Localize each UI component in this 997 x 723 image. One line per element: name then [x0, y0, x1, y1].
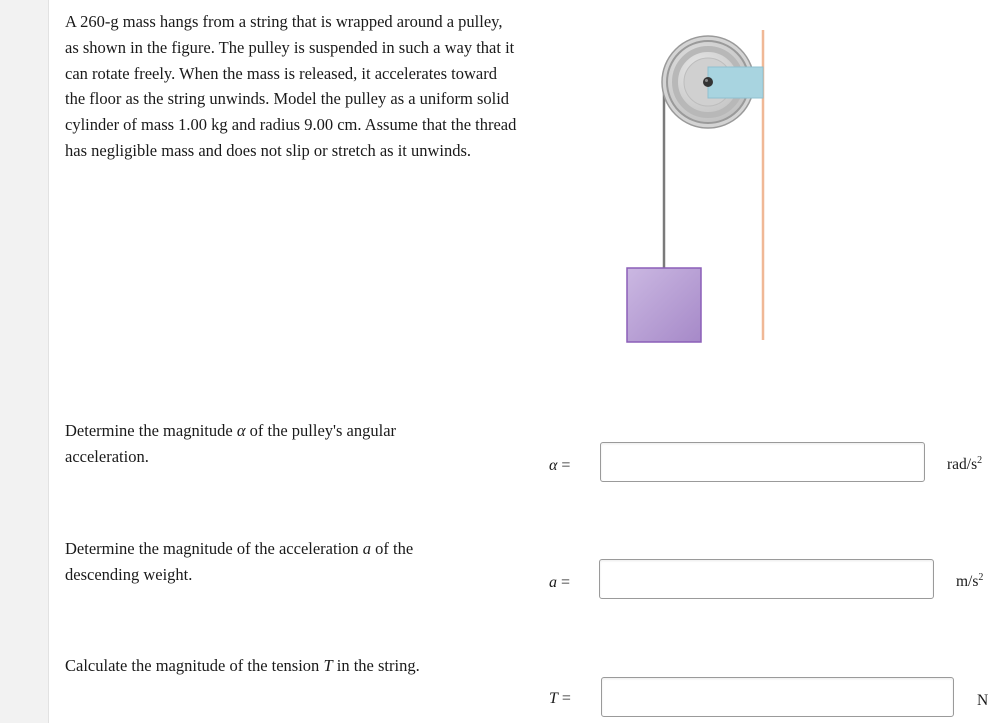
- problem-statement: A 260-g mass hangs from a string that is wrapped around a pulley, as shown in the figure. The pulley is suspended in such a way that it can rotate freely. When the mass is released, it accelerates toward the floor as the string unwinds. Model the pulley as a uniform solid cylinder of mass 1.00 kg and radius 9.00 cm. Assume that the thread has negligible mass and does not slip or stretch as it unwinds.: [65, 12, 517, 160]
- question-tension: Calculate the magnitude of the tension T in the string.: [65, 656, 420, 675]
- alpha-answer-input[interactable]: [600, 442, 925, 482]
- hanging-mass: [627, 268, 701, 342]
- alpha-unit: rad/$s^2$: [947, 455, 983, 474]
- t-unit: N: [977, 692, 989, 710]
- t-symbol: T: [323, 656, 333, 675]
- left-gutter: [0, 0, 49, 723]
- question-angular-acceleration: Determine the magnitude α of the pulley's angular acceleration.: [65, 421, 397, 466]
- a-answer-input[interactable]: [599, 559, 934, 599]
- question-linear-acceleration: Determine the magnitude of the acceleration a of the descending weight.: [65, 539, 414, 584]
- t-label: T =: [549, 690, 571, 707]
- t-answer-input[interactable]: [601, 677, 954, 717]
- a-label: a =: [549, 574, 571, 591]
- alpha-symbol: α: [236, 421, 246, 440]
- alpha-label: α =: [549, 457, 571, 474]
- pulley-figure: [600, 20, 800, 360]
- a-symbol: a: [362, 539, 372, 558]
- a-unit: $m/s^2$: [956, 572, 984, 591]
- pulley-bracket: [708, 67, 763, 98]
- pulley-axle: [703, 77, 713, 87]
